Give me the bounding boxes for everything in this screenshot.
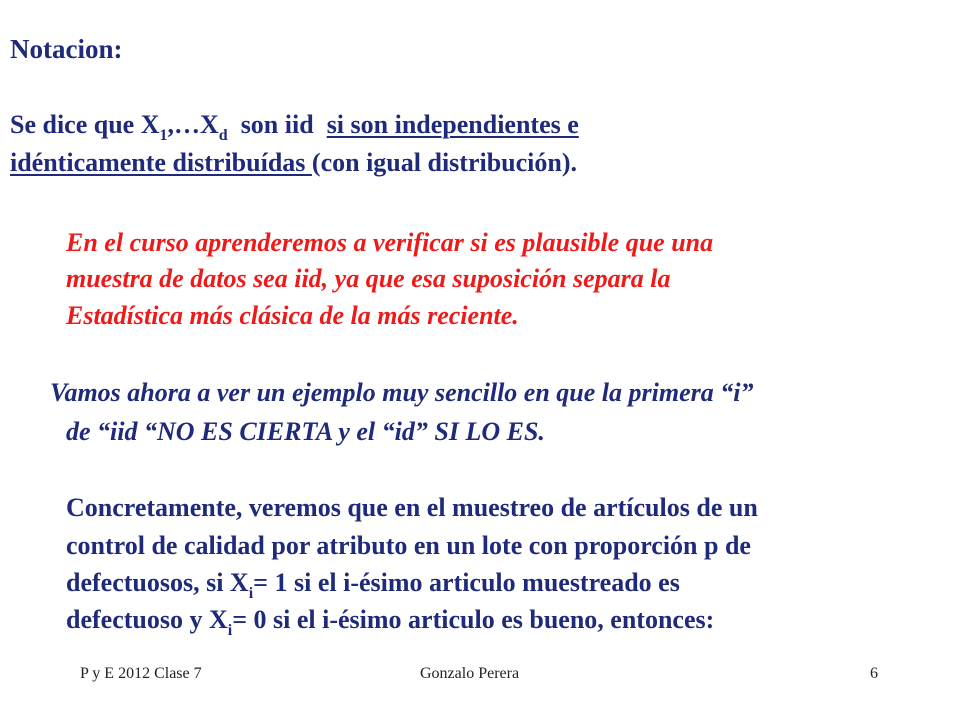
example-line-2: de “iid “NO ES CIERTA y el “id” SI LO ES. [66,417,545,446]
definition-line-2 [10,150,577,176]
subscript-i: i [248,585,254,602]
concrete-line-1: Concretamente, veremos que en el muestreo de artículos de un [66,493,758,522]
concrete-line-2: control de calidad por atributo en un lote con proporción p de [66,531,751,560]
subscript-i-2: i [227,622,233,639]
red-note-line-3: Estadística más clásica de la más reciente. [66,301,519,330]
subscript-1: 1 [159,127,168,144]
footer-course: P y E 2012 Clase 7 [80,665,202,682]
underlined-phrase-2: idénticamente distribuídas [10,148,312,177]
underlined-phrase-1: si son independientes e [326,110,579,139]
footer-author: Gonzalo Perera [420,665,520,682]
definition-text-mid: ,…X [167,110,219,139]
concrete-line-4-post: = 0 si el i-ésimo articulo es bueno, entonces: [232,605,715,634]
red-note-line-1: En el curso aprenderemos a verificar si es plausible que una [66,228,714,257]
concrete-line-3 [66,568,680,602]
concrete-line-3-pre: defectuosos, si X [66,568,249,597]
example-line-1: Vamos ahora a ver un ejemplo muy sencillo en que la primera “i” [50,378,754,407]
concrete-line-4-pre: defectuoso y X [66,605,228,634]
slide-title: Notacion: [10,34,123,64]
footer-page-number: 6 [870,665,878,682]
definition-line-1 [10,110,579,144]
red-note-line-2: muestra de datos sea iid, ya que esa suposición separa la [66,264,671,293]
concrete-line-3-post: = 1 si el i-ésimo articulo muestreado es [253,568,680,597]
definition-text-post: son iid [227,110,327,139]
definition-end: (con igual distribución). [311,148,578,177]
subscript-d: d [218,127,228,144]
definition-text: Se dice que X [10,110,160,139]
concrete-line-4 [66,605,715,639]
